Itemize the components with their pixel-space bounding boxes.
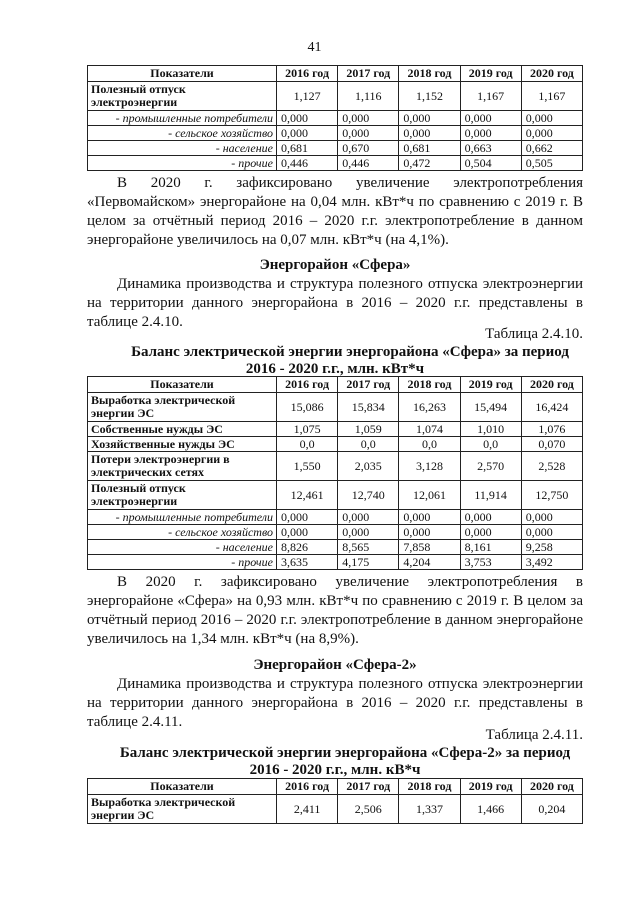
table-cell-value: 1,076 [521,422,582,437]
table-cell-value: 16,263 [399,393,460,422]
table-row [88,795,583,824]
column-header-year: 2020 год [521,779,582,795]
table-cell-value: 0,000 [521,525,582,540]
row-label: - промышленные потребители [88,111,277,126]
table-cell-value: 15,834 [338,393,399,422]
table-cell-value: 0,446 [277,156,338,171]
table-cell-value: 0,000 [521,126,582,141]
table-cell-value: 0,681 [277,141,338,156]
table-cell-value: 0,663 [460,141,521,156]
column-header-year: 2020 год [521,377,582,393]
paragraph-sfera-intro: Динамика производства и структура полезного отпуска электроэнергии на территории данного энергорайона в 2016 – 2020 г.г. представлены в таблице 2.4.10. [87,276,583,330]
table-title-2-4-11-line1: Баланс электрической энергии энергорайона «Сфера-2» за период [119,745,571,761]
table-cell-value: 0,0 [277,437,338,452]
row-label: Выработка электрической энергии ЭС [88,393,277,422]
table-cell-value: 0,000 [338,126,399,141]
table-sfera-balance [87,376,583,570]
table-row [88,481,583,510]
table-row [88,82,583,111]
row-label: Хозяйственные нужды ЭС [88,437,277,452]
page-number: 41 [307,40,322,55]
table-header-row [88,377,583,393]
table-cell-value: 2,035 [338,452,399,481]
row-label: - прочие [88,555,277,570]
table-cell-value: 0,070 [521,437,582,452]
row-label: - население [88,141,277,156]
table-cell-value: 12,750 [521,481,582,510]
table-cell-value: 0,000 [460,525,521,540]
table-cell-value: 0,000 [277,510,338,525]
table-row [88,452,583,481]
column-header-year: 2018 год [399,377,460,393]
table-cell-value: 0,000 [277,126,338,141]
table-cell-value: 8,161 [460,540,521,555]
table-cell-value: 0,681 [399,141,460,156]
table-cell-value: 0,504 [460,156,521,171]
column-header-year: 2016 год [277,66,338,82]
table-row [88,393,583,422]
table-cell-value: 1,059 [338,422,399,437]
table-cell-value: 1,337 [399,795,460,824]
table-cell-value: 0,000 [338,525,399,540]
table-cell-value: 1,127 [277,82,338,111]
table-cell-value: 3,635 [277,555,338,570]
table-cell-value: 0,000 [399,111,460,126]
table-cell-value: 9,258 [521,540,582,555]
table-cell-value: 2,570 [460,452,521,481]
table-cell-value: 8,826 [277,540,338,555]
column-header-indicator: Показатели [88,66,277,82]
table-cell-value: 0,000 [399,126,460,141]
row-label: Потери электроэнергии в электрических сетях [88,452,277,481]
column-header-indicator: Показатели [88,779,277,795]
table-row [88,141,583,156]
column-header-year: 2018 год [399,66,460,82]
paragraph-pervomaysky-summary: В 2020 г. зафиксировано увеличение электропотребления «Первомайском» энергорайоне на 0,04 млн. кВт*ч по сравнению с 2019 г. В целом за отчётный период 2016 – 2020 г.г. электропотребление в данном энергорайоне увеличилось на 0,07 млн. кВт*ч (на 4,1%). [87,175,583,248]
table-cell-value: 2,411 [277,795,338,824]
table-label-2-4-10: Таблица 2.4.10. [485,326,583,342]
table-cell-value: 0,0 [399,437,460,452]
table-cell-value: 3,128 [399,452,460,481]
column-header-year: 2019 год [460,66,521,82]
table-cell-value: 3,492 [521,555,582,570]
table-title-2-4-10-line2: 2016 - 2020 г.г., млн. кВт*ч [245,361,425,377]
column-header-indicator: Показатели [88,377,277,393]
table-cell-value: 0,204 [521,795,582,824]
paragraph-sfera-2-intro: Динамика производства и структура полезного отпуска электроэнергии на территории данного энергорайона в 2016 – 2020 г.г. представлены в таблице 2.4.11. [87,676,583,730]
table-cell-value: 1,550 [277,452,338,481]
table-cell-value: 15,086 [277,393,338,422]
column-header-year: 2018 год [399,779,460,795]
table-cell-value: 0,662 [521,141,582,156]
table-cell-value: 0,0 [460,437,521,452]
column-header-year: 2020 год [521,66,582,82]
table-row [88,540,583,555]
row-label: - население [88,540,277,555]
table-pervomaysky-balance [87,65,583,171]
table-label-2-4-11: Таблица 2.4.11. [485,727,583,743]
table-cell-value: 0,000 [277,525,338,540]
table-header-row [88,779,583,795]
table-cell-value: 0,000 [338,510,399,525]
table-cell-value: 0,000 [399,525,460,540]
row-label: Полезный отпуск электроэнергии [88,481,277,510]
table-cell-value: 2,528 [521,452,582,481]
table-cell-value: 4,204 [399,555,460,570]
column-header-year: 2016 год [277,377,338,393]
table-cell-value: 3,753 [460,555,521,570]
table-cell-value: 11,914 [460,481,521,510]
row-label: Выработка электрической энергии ЭС [88,795,277,824]
section-heading-sfera-2: Энергорайон «Сфера-2» [253,657,417,673]
table-cell-value: 0,670 [338,141,399,156]
table-cell-value: 0,0 [338,437,399,452]
table-cell-value: 1,116 [338,82,399,111]
column-header-year: 2017 год [338,377,399,393]
table-title-2-4-11-line2: 2016 - 2020 г.г., млн. кВ*ч [249,762,421,778]
table-cell-value: 0,446 [338,156,399,171]
column-header-year: 2016 год [277,779,338,795]
table-row [88,156,583,171]
table-cell-value: 4,175 [338,555,399,570]
table-cell-value: 0,000 [277,111,338,126]
table-cell-value: 12,740 [338,481,399,510]
table-cell-value: 1,074 [399,422,460,437]
table-cell-value: 1,466 [460,795,521,824]
table-cell-value: 0,000 [460,111,521,126]
table-cell-value: 0,000 [521,111,582,126]
table-header-row [88,66,583,82]
table-cell-value: 12,061 [399,481,460,510]
column-header-year: 2019 год [460,377,521,393]
table-cell-value: 0,472 [399,156,460,171]
table-cell-value: 1,075 [277,422,338,437]
table-cell-value: 0,000 [338,111,399,126]
table-title-2-4-10-line1: Баланс электрической энергии энергорайона «Сфера» за период [131,344,569,360]
column-header-year: 2017 год [338,66,399,82]
table-cell-value: 0,505 [521,156,582,171]
table-cell-value: 0,000 [460,126,521,141]
table-cell-value: 16,424 [521,393,582,422]
section-heading-sfera: Энергорайон «Сфера» [259,257,411,273]
table-cell-value: 0,000 [521,510,582,525]
table-cell-value: 0,000 [399,510,460,525]
row-label: Полезный отпуск электроэнергии [88,82,277,111]
table-cell-value: 8,565 [338,540,399,555]
column-header-year: 2017 год [338,779,399,795]
table-cell-value: 1,167 [521,82,582,111]
table-cell-value: 15,494 [460,393,521,422]
row-label: - прочие [88,156,277,171]
table-row [88,437,583,452]
table-cell-value: 2,506 [338,795,399,824]
paragraph-sfera-summary: В 2020 г. зафиксировано увеличение электропотребления в энергорайоне «Сфера» на 0,93 млн. кВт*ч по сравнению с 2019 г. В целом за отчётный период 2016 – 2020 г.г. электропотребление в данном энергорайоне увеличилось на 1,34 млн. кВт*ч (на 8,9%). [87,574,583,647]
row-label: Собственные нужды ЭС [88,422,277,437]
table-cell-value: 0,000 [460,510,521,525]
table-cell-value: 1,167 [460,82,521,111]
column-header-year: 2019 год [460,779,521,795]
table-row [88,126,583,141]
table-row [88,422,583,437]
table-row [88,510,583,525]
row-label: - сельское хозяйство [88,126,277,141]
table-row [88,525,583,540]
row-label: - промышленные потребители [88,510,277,525]
table-cell-value: 7,858 [399,540,460,555]
row-label: - сельское хозяйство [88,525,277,540]
table-sfera-2-balance [87,778,583,824]
table-cell-value: 1,152 [399,82,460,111]
table-cell-value: 12,461 [277,481,338,510]
table-row [88,555,583,570]
table-row [88,111,583,126]
table-cell-value: 1,010 [460,422,521,437]
